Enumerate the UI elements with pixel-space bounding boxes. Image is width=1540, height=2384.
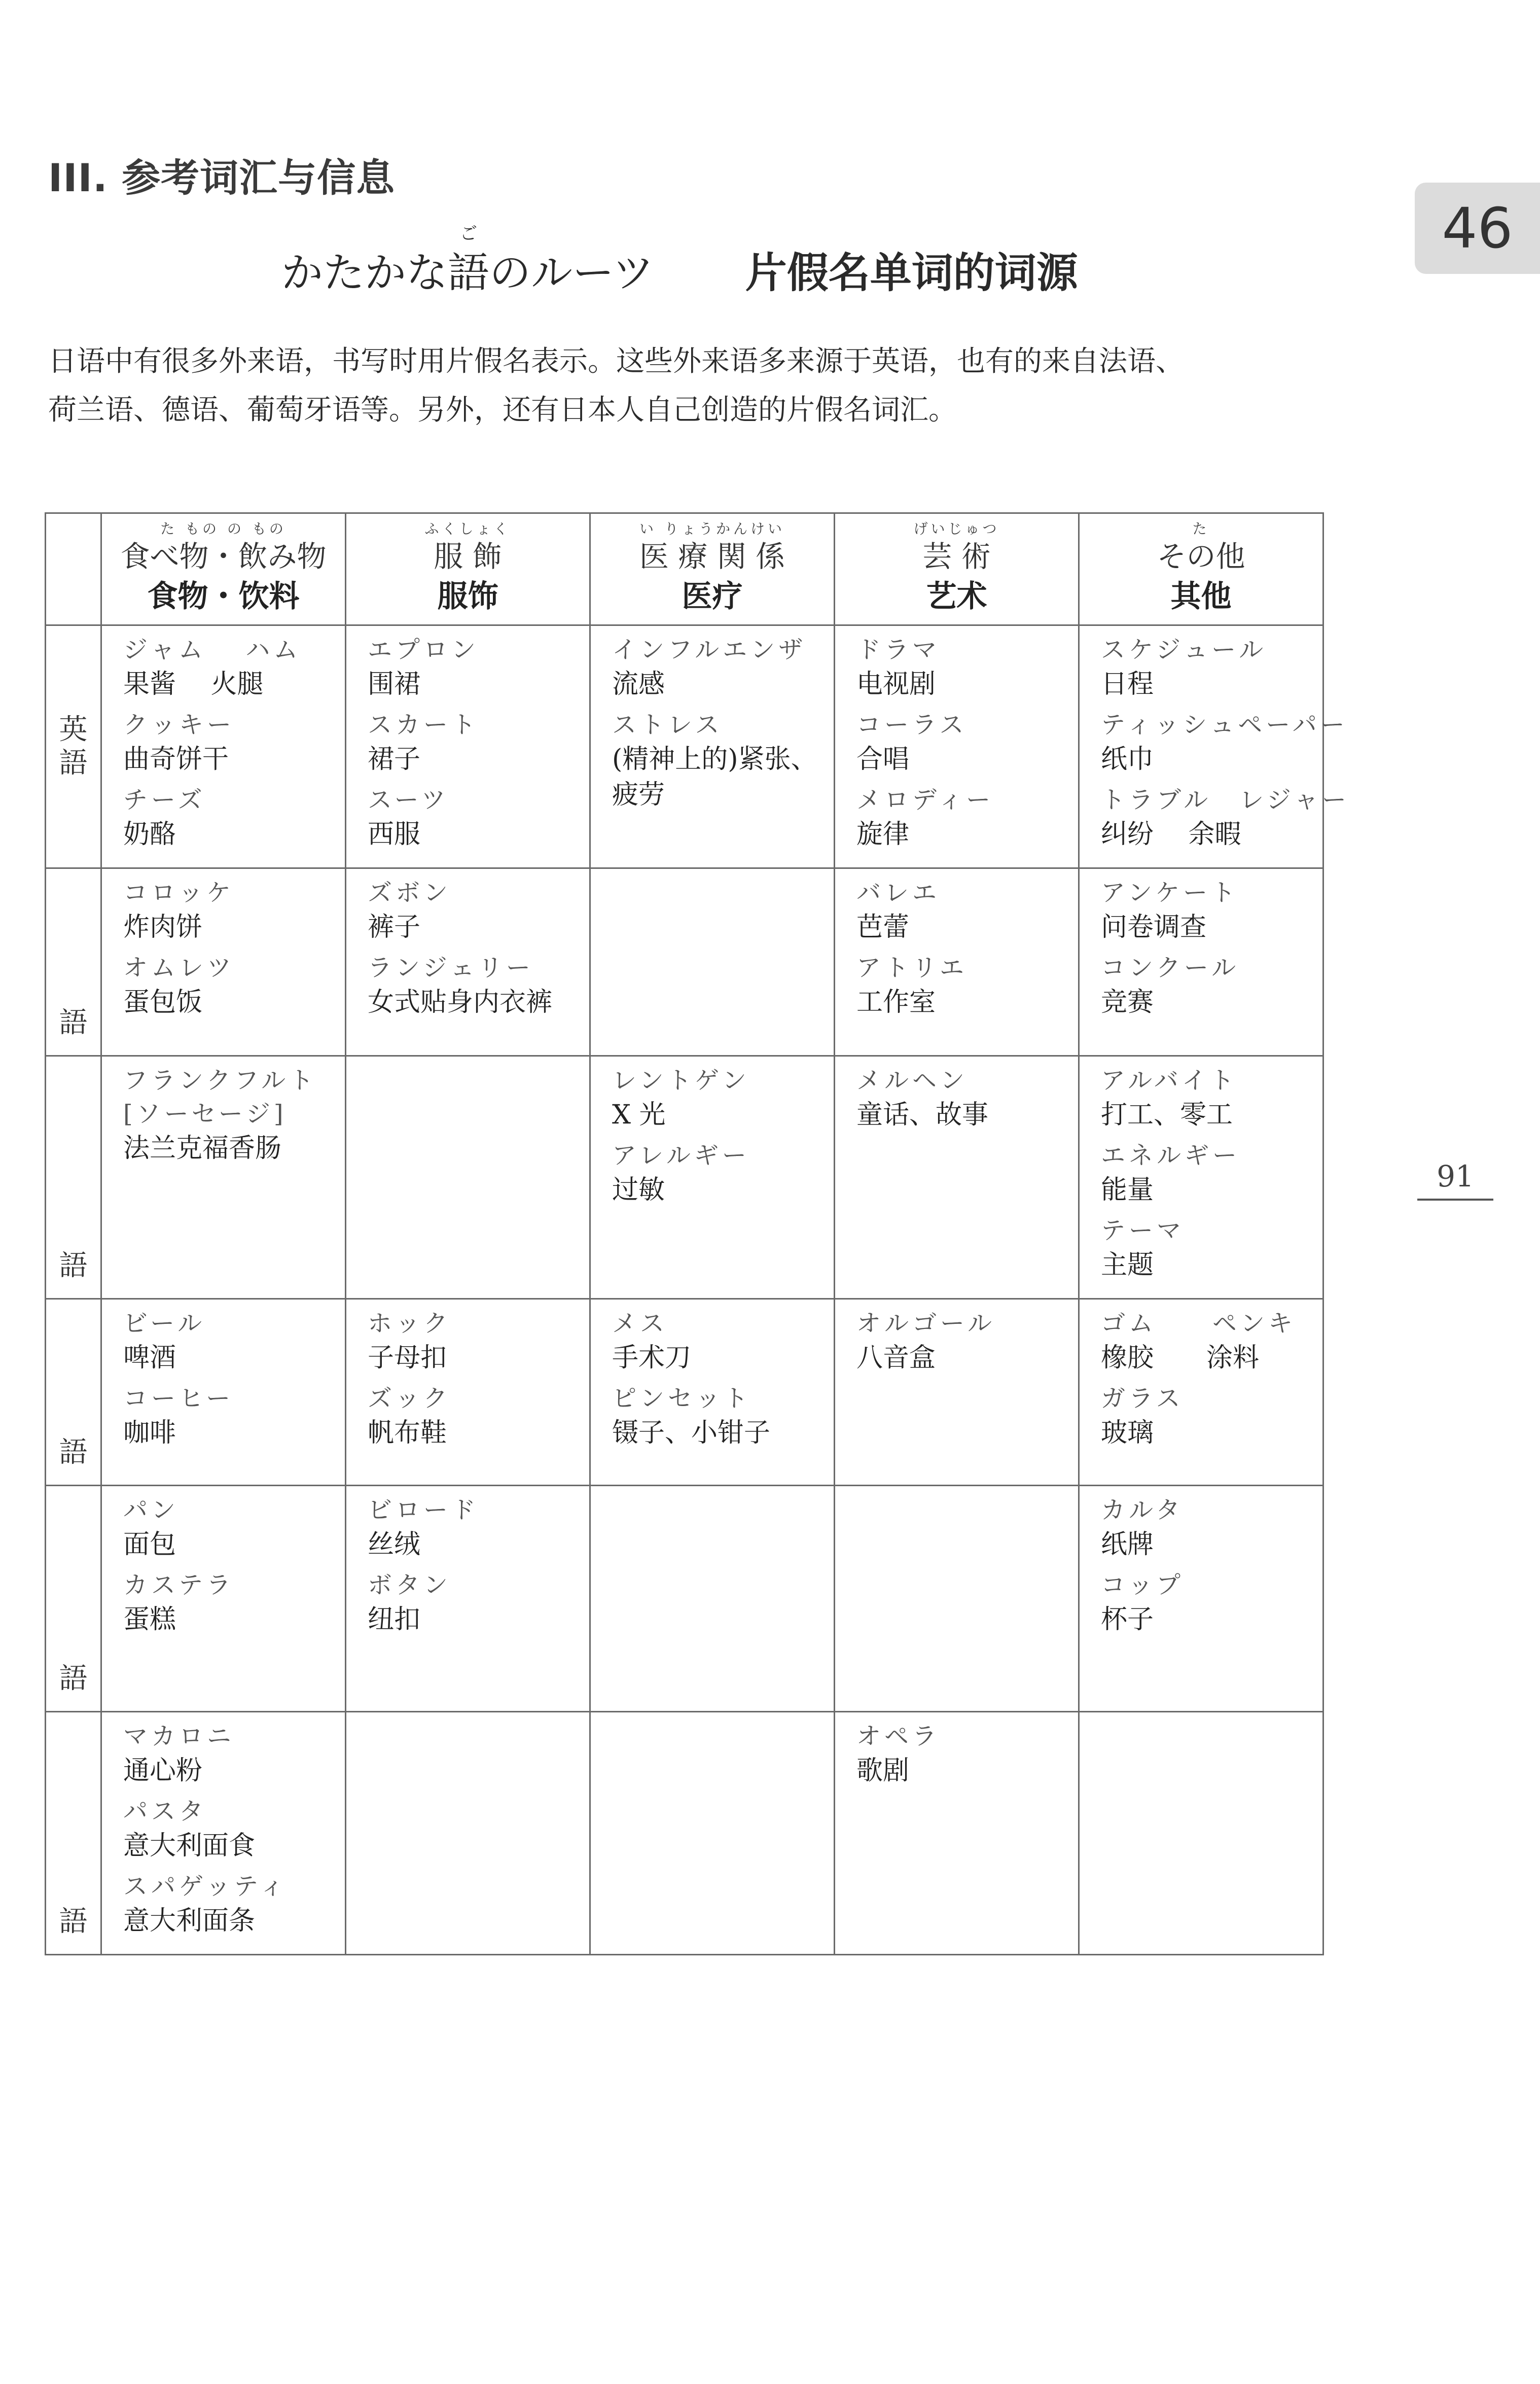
katakana-word: バレエ [856, 879, 941, 907]
table-cell [101, 1486, 346, 1712]
chinese-meaning: 意大利面食 [123, 1831, 256, 1861]
table-cell [346, 625, 590, 868]
table-row [46, 868, 1323, 1056]
katakana-word: マカロニ [123, 1722, 235, 1750]
cell-content [1080, 1300, 1322, 1466]
cell-content [591, 1486, 834, 1502]
chinese-meaning: 丝绒 [368, 1529, 421, 1560]
word-entry [856, 783, 1073, 852]
table-header-row [46, 513, 1323, 625]
table-row [46, 625, 1323, 868]
chinese-meaning: 八音盒 [856, 1343, 936, 1373]
table-cell [590, 625, 835, 868]
katakana-word: ズック [368, 1384, 451, 1413]
table-cell [1079, 1056, 1323, 1299]
chinese-meaning: 能量 [1101, 1175, 1154, 1205]
word-entry [612, 1307, 829, 1376]
chinese-meaning: 童话、故事 [856, 1100, 989, 1130]
chinese-meaning: 裙子 [368, 744, 421, 775]
word-entry [368, 1568, 584, 1637]
katakana-word: メルヘン [856, 1066, 969, 1095]
chinese-meaning: 问卷调查 [1101, 912, 1207, 942]
katakana-word: アトリエ [856, 954, 968, 982]
language-cell [46, 1712, 101, 1955]
word-entry [1101, 708, 1348, 777]
column-header [346, 513, 590, 625]
intro-paragraph [48, 337, 1346, 435]
language-label: 語 [59, 1905, 88, 1938]
chinese-meaning: 杯子 [1101, 1604, 1154, 1635]
word-entry [856, 708, 1073, 777]
word-entry [1101, 1214, 1317, 1283]
cell-content [1080, 1712, 1322, 1729]
chinese-meaning: 通心粉 [123, 1756, 203, 1786]
chinese-meaning: 曲奇饼干 [123, 744, 229, 775]
chinese-meaning: 过敏 [612, 1175, 665, 1205]
chinese-meaning: 面包 [123, 1529, 176, 1560]
katakana-word: エネルギー [1101, 1141, 1241, 1170]
chinese-meaning: 旋律 [856, 819, 910, 850]
chinese-meaning: 玻璃 [1101, 1418, 1154, 1448]
word-entry [368, 1493, 584, 1562]
loanword-table [45, 512, 1350, 1955]
word-entry [368, 876, 584, 945]
table-cell [590, 868, 835, 1056]
katakana-word: ジャム ハム [123, 636, 302, 664]
cell-content [346, 1486, 589, 1653]
section-heading: III. 参考词汇与信息 [48, 155, 396, 200]
cell-content [591, 869, 834, 885]
chinese-meaning: 竞赛 [1101, 987, 1154, 1018]
word-entry [1101, 1139, 1317, 1208]
word-entry [123, 708, 340, 777]
katakana-word: エプロン [368, 636, 480, 664]
katakana-word: ランジェリー [368, 954, 534, 982]
language-label: 語 [59, 1436, 88, 1469]
katakana-word: オペラ [856, 1722, 941, 1750]
cell-content [835, 626, 1078, 867]
word-entry [856, 633, 1073, 702]
table-cell [590, 1056, 835, 1299]
column-header [1079, 513, 1323, 625]
title-furigana: ご [460, 224, 478, 244]
chinese-meaning: 子母扣 [368, 1343, 447, 1373]
katakana-word: ボタン [368, 1571, 452, 1599]
chinese-meaning: 电视剧 [856, 669, 936, 699]
column-header [835, 513, 1079, 625]
column-header-chinese: 食物・饮料 [147, 579, 300, 614]
word-entry [1101, 1382, 1317, 1451]
table-row [46, 1056, 1323, 1299]
katakana-word: コロッケ [123, 879, 235, 907]
word-entry [123, 1720, 340, 1789]
table-title [281, 224, 1078, 299]
table-cell [1079, 1299, 1323, 1486]
word-entry [123, 1870, 340, 1939]
table-cell [101, 868, 346, 1056]
word-entry [856, 1307, 1073, 1376]
language-cell [46, 1299, 101, 1486]
cell-content [102, 626, 345, 867]
cell-content [346, 1057, 589, 1073]
chinese-meaning: 流感 [612, 669, 665, 699]
cell-content [591, 1300, 834, 1466]
table-cell [101, 1299, 346, 1486]
word-entry [368, 1307, 584, 1376]
chinese-meaning: 蛋糕 [123, 1604, 176, 1635]
column-header-chinese: 艺术 [926, 579, 987, 614]
katakana-word: クッキー [123, 711, 235, 739]
katakana-word: オルゴール [856, 1309, 996, 1338]
cell-content [102, 1712, 345, 1954]
word-entry [1101, 783, 1350, 852]
word-entry [612, 1382, 829, 1451]
word-entry [856, 1064, 1073, 1133]
chinese-meaning: 炸肉饼 [123, 912, 203, 942]
column-header-japanese: 服 飾 [434, 539, 502, 574]
katakana-word: レントゲン [612, 1066, 750, 1095]
chinese-meaning: 日程 [1101, 669, 1154, 699]
language-cell [46, 868, 101, 1056]
column-header-furigana: げいじゅつ [913, 520, 1000, 537]
chinese-meaning: 工作室 [856, 987, 936, 1018]
word-entry [856, 876, 1073, 945]
table-cell [346, 1712, 590, 1955]
table-cell [1079, 1712, 1323, 1955]
katakana-word: チーズ [123, 786, 206, 814]
word-entry [123, 951, 340, 1020]
table-row [46, 1486, 1323, 1712]
cell-content [1080, 1057, 1322, 1298]
katakana-word: コーラス [856, 711, 968, 739]
katakana-word: スケジュール [1101, 636, 1267, 664]
cell-content [102, 869, 345, 1035]
chinese-meaning: 芭蕾 [856, 912, 910, 942]
word-entry [123, 876, 340, 945]
chinese-meaning: 主题 [1101, 1250, 1154, 1280]
katakana-word: インフルエンザ [612, 636, 807, 664]
word-entry [368, 708, 584, 777]
katakana-word: アレルギー [612, 1141, 750, 1170]
column-header-chinese: 其他 [1170, 579, 1232, 614]
katakana-word: ゴム ペンキ [1101, 1309, 1297, 1338]
word-entry [123, 633, 340, 702]
word-entry [612, 708, 829, 813]
column-header-japanese: 医 療 関 係 [639, 539, 785, 574]
katakana-word: コーヒー [123, 1384, 234, 1413]
word-entry [123, 1493, 340, 1562]
katakana-word: カステラ [123, 1571, 235, 1599]
chinese-meaning: 歌剧 [856, 1756, 910, 1786]
table-cell [835, 1486, 1079, 1712]
katakana-word: ホック [368, 1309, 452, 1338]
table-cell [835, 1056, 1079, 1299]
chinese-meaning: 橡胶 涂料 [1101, 1343, 1260, 1373]
table-cell [590, 1486, 835, 1712]
chinese-meaning: 合唱 [856, 744, 910, 775]
katakana-word: ピンセット [612, 1384, 752, 1413]
chinese-meaning: 围裙 [368, 669, 421, 699]
katakana-word: トラブル レジャー [1101, 786, 1350, 814]
column-header-japanese: 食べ物・飲み物 [120, 539, 327, 574]
corner-cell [46, 513, 101, 625]
table-cell [590, 1299, 835, 1486]
cell-content [1080, 1486, 1322, 1653]
word-entry [612, 1064, 829, 1133]
katakana-word: ズボン [368, 879, 452, 907]
column-header-furigana: ふくしょく [424, 520, 511, 537]
column-header [590, 513, 835, 625]
word-entry [368, 633, 584, 702]
word-entry [368, 783, 584, 852]
intro-line: 荷兰语、德语、葡萄牙语等。另外，还有日本人自己创造的片假名词汇。 [48, 394, 957, 427]
page-number: 91 [1417, 1159, 1493, 1201]
cell-content [835, 1486, 1078, 1502]
cell-content [346, 626, 589, 867]
chinese-meaning: (精神上的)紧张、 疲劳 [612, 744, 817, 810]
title-japanese: かたかな ご 語のルーツ [281, 240, 654, 299]
word-entry [1101, 951, 1317, 1020]
word-entry [1101, 876, 1317, 945]
katakana-word: フランクフルト [ソーセージ] [123, 1066, 317, 1128]
table-cell [101, 1712, 346, 1955]
cell-content [346, 1300, 589, 1466]
katakana-word: コンクール [1101, 954, 1240, 982]
table-cell [346, 868, 590, 1056]
chinese-meaning: 裤子 [368, 912, 421, 942]
language-cell [46, 1486, 101, 1712]
katakana-word: ビール [123, 1309, 206, 1338]
table-row [46, 1712, 1323, 1955]
language-label: 語 [59, 1006, 88, 1039]
chinese-meaning: 纸巾 [1101, 744, 1154, 775]
table-cell [1079, 625, 1350, 868]
column-header-furigana: た [1192, 520, 1210, 537]
chinese-meaning: 纠纷 余暇 [1101, 819, 1241, 850]
katakana-word: メス [612, 1309, 668, 1338]
katakana-word: ビロード [368, 1496, 480, 1524]
katakana-word: コップ [1101, 1571, 1185, 1599]
katakana-word: スカート [368, 711, 480, 739]
table-cell [1079, 1486, 1323, 1712]
word-entry [368, 1382, 584, 1451]
katakana-word: メロディー [856, 786, 994, 814]
table-cell [1079, 868, 1323, 1056]
table-cell [101, 625, 346, 868]
cell-content [102, 1486, 345, 1653]
cell-content [102, 1300, 345, 1466]
language-label: 英 語 [59, 713, 88, 780]
column-header-japanese: 芸 術 [922, 539, 991, 574]
word-entry [123, 1568, 340, 1637]
cell-content [591, 1057, 834, 1223]
word-entry [123, 1064, 340, 1166]
chinese-meaning: 果酱 火腿 [123, 669, 264, 699]
word-entry [856, 1720, 1073, 1789]
column-header-furigana: い りょうかんけい [639, 520, 785, 537]
column-header [101, 513, 346, 625]
chinese-meaning: 蛋包饭 [123, 987, 203, 1018]
word-entry [612, 1139, 829, 1208]
chinese-meaning: 帆布鞋 [368, 1418, 447, 1448]
cell-content [346, 1712, 589, 1729]
katakana-word: パン [123, 1496, 180, 1524]
table-cell [835, 1299, 1079, 1486]
word-entry [856, 951, 1073, 1020]
word-entry [1101, 1568, 1317, 1637]
katakana-word: カルタ [1101, 1496, 1184, 1524]
table-cell [101, 1056, 346, 1299]
chapter-tab: 46 [1415, 183, 1540, 274]
katakana-word: ストレス [612, 711, 723, 739]
chinese-meaning: 镊子、小钳子 [612, 1418, 771, 1448]
cell-content [835, 1300, 1078, 1391]
katakana-word: スパゲッティ [123, 1872, 288, 1901]
intro-line: 日语中有很多外来语，书写时用片假名表示。这些外来语多来源于英语，也有的来自法语、 [48, 345, 1184, 378]
table-cell [346, 1056, 590, 1299]
table-cell [590, 1712, 835, 1955]
table-cell [346, 1486, 590, 1712]
language-cell [46, 625, 101, 868]
katakana-word: ガラス [1101, 1384, 1184, 1413]
cell-content [591, 626, 834, 828]
word-entry [1101, 1493, 1317, 1562]
language-label: 語 [59, 1249, 88, 1282]
chinese-meaning: 奶酪 [123, 819, 176, 850]
chinese-meaning: X 光 [612, 1100, 666, 1130]
katakana-word: アルバイト [1101, 1066, 1238, 1095]
word-entry [123, 783, 340, 852]
column-header-chinese: 服饰 [437, 579, 498, 614]
cell-content [591, 1712, 834, 1729]
cell-content [1080, 626, 1350, 867]
cell-content [835, 1057, 1078, 1148]
table-row [46, 1299, 1323, 1486]
word-entry [123, 1307, 340, 1376]
chinese-meaning: 手术刀 [612, 1343, 692, 1373]
column-header-furigana: た もの の もの [160, 520, 286, 537]
cell-content [346, 869, 589, 1035]
chinese-meaning: 咖啡 [123, 1418, 176, 1448]
word-entry [368, 951, 584, 1020]
chinese-meaning: 啤酒 [123, 1343, 176, 1373]
katakana-word: ドラマ [856, 636, 941, 664]
language-cell [46, 1056, 101, 1299]
word-entry [1101, 1064, 1317, 1133]
cell-content [102, 1057, 345, 1181]
katakana-word: スーツ [368, 786, 449, 814]
cell-content [835, 869, 1078, 1035]
table-cell [346, 1299, 590, 1486]
cell-content [835, 1712, 1078, 1804]
katakana-word: アンケート [1101, 879, 1239, 907]
chinese-meaning: 西服 [368, 819, 421, 850]
chinese-meaning: 女式贴身内衣裤 [368, 987, 553, 1018]
chinese-meaning: 法兰克福香肠 [123, 1133, 282, 1164]
katakana-word: テーマ [1101, 1216, 1185, 1245]
table-cell [835, 1712, 1079, 1955]
word-entry [612, 633, 829, 702]
table-cell [835, 868, 1079, 1056]
katakana-word: ティッシュペーパー [1101, 711, 1348, 739]
chinese-meaning: 纸牌 [1101, 1529, 1154, 1560]
katakana-word: オムレツ [123, 954, 235, 982]
chinese-meaning: 打工、零工 [1101, 1100, 1233, 1130]
table-cell [835, 625, 1079, 868]
word-entry [123, 1795, 340, 1864]
cell-content [1080, 869, 1322, 1035]
word-entry [1101, 633, 1317, 702]
katakana-word: パスタ [123, 1797, 207, 1826]
word-entry [123, 1382, 340, 1451]
language-label: 語 [59, 1662, 88, 1695]
column-header-chinese: 医疗 [682, 579, 743, 614]
column-header-japanese: その他 [1157, 539, 1245, 574]
word-entry [1101, 1307, 1317, 1376]
title-chinese: 片假名单词的词源 [745, 249, 1078, 297]
chinese-meaning: 纽扣 [368, 1604, 421, 1635]
chinese-meaning: 意大利面条 [123, 1906, 256, 1936]
